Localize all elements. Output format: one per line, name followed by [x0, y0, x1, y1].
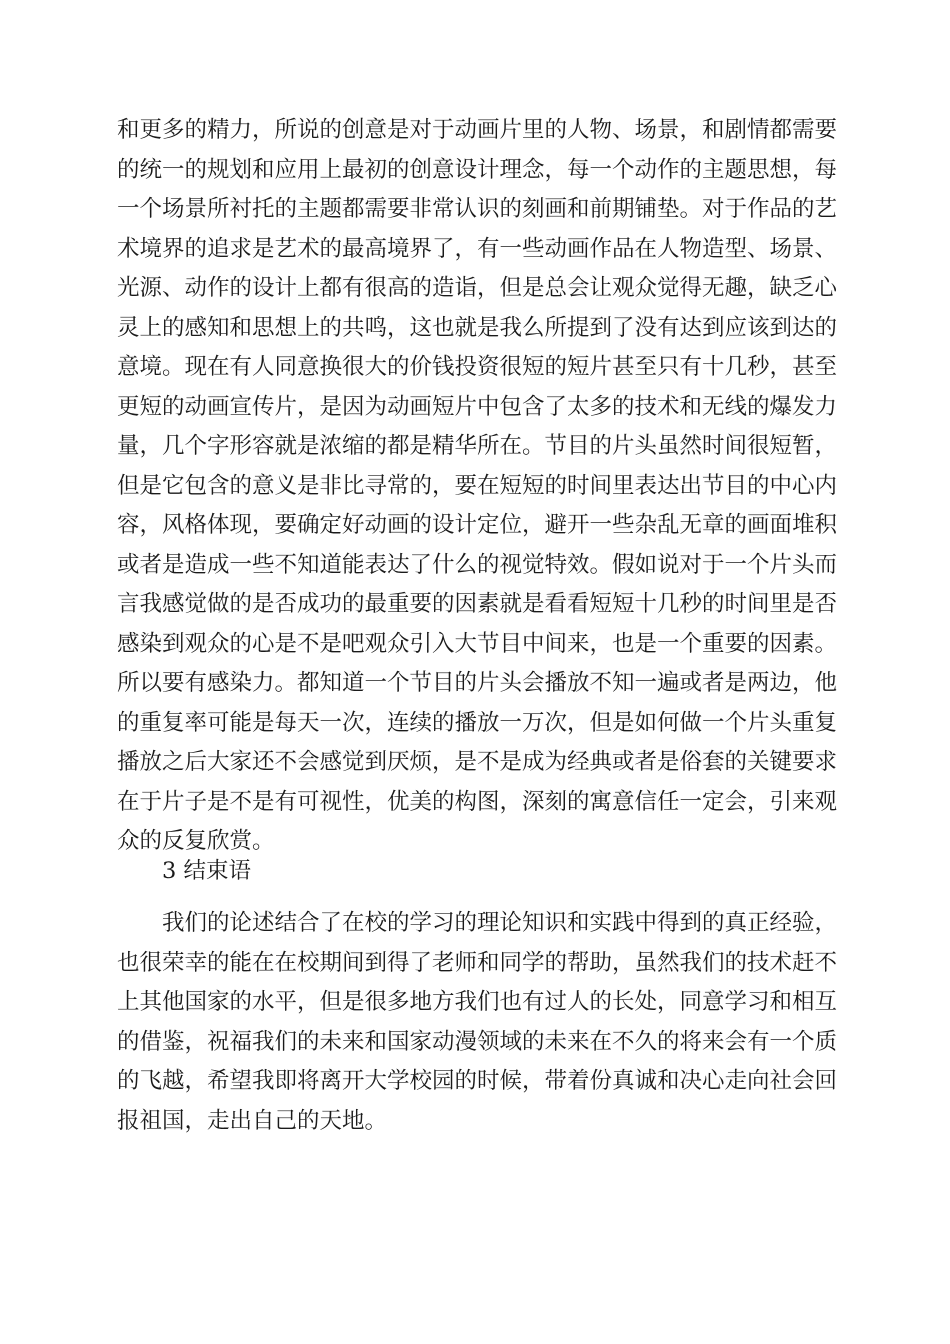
text-line: 的统一的规划和应用上最初的创意设计理念，每一个动作的主题思想，每 — [117, 156, 838, 183]
text-line: 但是它包含的意义是非比寻常的，要在短短的时间里表达出节目的中心内 — [117, 472, 838, 499]
text-line: 报祖国，走出自己的天地。 — [117, 1107, 388, 1134]
text-line: 光源、动作的设计上都有很高的造诣，但是总会让观众觉得无趣，缺乏心 — [117, 275, 838, 301]
text-line: 和更多的精力，所说的创意是对于动画片里的人物、场景，和剧情都需要 — [117, 117, 838, 143]
text-line: 一个场景所衬托的主题都需要非常认识的刻画和前期铺垫。对于作品的艺 — [117, 196, 838, 222]
text-line: 量，几个字形容就是浓缩的都是精华所在。节目的片头虽然时间很短暂， — [117, 433, 838, 459]
text-line: 在于片子是不是有可视性，优美的构图，深刻的寓意信任一定会，引来观 — [117, 788, 838, 815]
section-heading — [117, 852, 831, 892]
text-line: 言我感觉做的是否成功的最重要的因素就是看看短短十几秒的时间里是否 — [117, 591, 838, 617]
text-line: 上其他国家的水平，但是很多地方我们也有过人的长处，同意学习和相互 — [117, 989, 838, 1015]
text-line: 我们的论述结合了在校的学习的理论知识和实践中得到的真正经验， — [162, 910, 838, 936]
text-line: 也很荣幸的能在在校期间到得了老师和同学的帮助，虽然我们的技术赶不 — [117, 949, 838, 976]
text-line: 感染到观众的心是不是吧观众引入大节目中间来，也是一个重要的因素。 — [117, 630, 838, 657]
text-line: 的重复率可能是每天一次，连续的播放一万次，但是如何做一个片头重复 — [117, 709, 838, 736]
section-heading-text: 3 结束语 — [162, 858, 251, 884]
text-line: 所以要有感染力。都知道一个节目的片头会播放不知一遍或者是两边，他 — [117, 670, 838, 696]
text-line: 的借鉴，祝福我们的未来和国家动漫领域的未来在不久的将来会有一个质 — [117, 1028, 838, 1055]
text-line: 或者是造成一些不知道能表达了什么的视觉特效。假如说对于一个片头而 — [117, 551, 838, 578]
text-line: 众的反复欣赏。 — [117, 828, 275, 854]
text-line: 术境界的追求是艺术的最高境界了，有一些动画作品在人物造型、场景、 — [117, 235, 838, 262]
text-line: 播放之后大家还不会感觉到厌烦，是不是成为经典或者是俗套的关键要求 — [117, 749, 838, 775]
body-paragraph-2 — [117, 904, 838, 1141]
body-paragraph-1 — [117, 111, 838, 862]
text-line: 容，风格体现，要确定好动画的设计定位，避开一些杂乱无章的画面堆积 — [117, 512, 838, 538]
text-line: 灵上的感知和思想上的共鸣，这也就是我么所提到了没有达到应该到达的 — [117, 314, 838, 341]
text-line: 的飞越，希望我即将离开大学校园的时候，带着份真诚和决心走向社会回 — [117, 1068, 838, 1094]
text-line: 意境。现在有人同意换很大的价钱投资很短的短片甚至只有十几秒，甚至 — [117, 354, 838, 380]
text-line: 更短的动画宣传片，是因为动画短片中包含了太多的技术和无线的爆发力 — [117, 393, 838, 420]
